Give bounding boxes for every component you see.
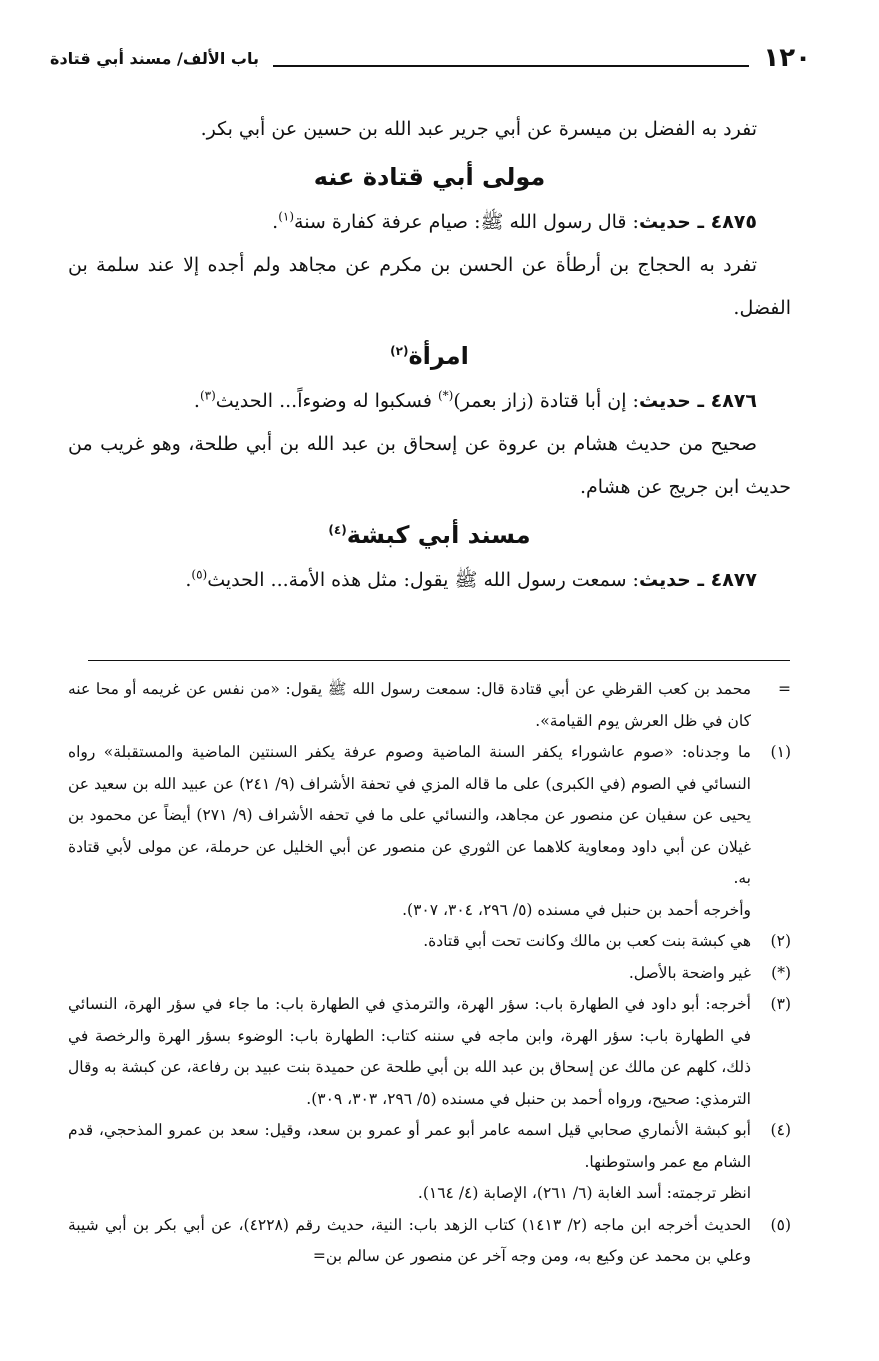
section-title-1: مولى أبي قتادة عنه (313, 163, 546, 191)
footnote-separator (88, 660, 790, 661)
page-number: ١٢٠ (763, 43, 811, 73)
running-header (50, 40, 811, 76)
section-title-3-text: مسند أبي كبشة (346, 521, 531, 549)
hadith-number: ٤٨٧٥ (710, 211, 757, 233)
main-text (68, 108, 791, 602)
running-title: باب الألف/ مسند أبي قتادة (50, 48, 259, 68)
hadith-4875 (68, 201, 791, 244)
paragraph-3: صحيح من حديث هشام بن عروة عن إسحاق بن عبد الله بن أبي طلحة، وهو غريب من حديث ابن جريج عن هشام. (68, 433, 791, 498)
hadith-end: . (272, 211, 279, 233)
hadith-number: ٤٨٧٧ (710, 569, 757, 591)
footnote-line: وأخرجه أحمد بن حنبل في مسنده (٥/ ٢٩٦، ٣٠٤، ٣٠٧). (402, 900, 751, 919)
hadith-label: حديث (638, 569, 691, 591)
hadith-4877 (68, 559, 791, 602)
paragraph-2: تفرد به الحجاج بن أرطأة عن الحسن بن مكرم عن مجاهد ولم أجده إلا عند سلمة بن الفضل. (68, 254, 791, 319)
hadith-text: : سمعت رسول الله ﷺ يقول: مثل هذه الأمة... الحديث (207, 569, 639, 591)
footnote-line: أخرجه: أبو داود في الطهارة باب: سؤر الهرة، والترمذي في الطهارة باب: ما جاء في سؤر الهرة، النسائي في الطهارة باب: سؤر الهرة، وابن ماجه في سننه كتاب: الطهارة باب: الوضوء بسؤر الهرة والرخصة في ذلك، كلهم عن مالك عن إسحاق بن عبد الله بن أبي طلحة عن حميدة بنت عبيد بن رفاعة، عن كبشة به وقال الترمذي: صحيح، ورواه أحمد بن حنبل في مسنده (٥/ ٢٩٦، ٣٠٣، ٣٠٩). (68, 995, 751, 1108)
footnote-mark: (٥) (770, 1215, 791, 1234)
footnote-4 (68, 1115, 791, 1210)
footnote-ref: (٥) (191, 567, 208, 582)
footnote-mark: (٢) (770, 932, 791, 950)
footnote-line: غير واضحة بالأصل. (628, 963, 751, 982)
section-title-2 (68, 334, 791, 378)
hadith-label: حديث (638, 390, 691, 412)
footnote-line: الحديث أخرجه ابن ماجه (٢/ ١٤١٣) كتاب الزهد باب: النية، حديث رقم (٤٢٢٨)، عن أبي بكر بن أبي شيبة وعلي بن محمد عن وكيع به، ومن وجه آخر عن منصور عن سالم بن= (68, 1215, 751, 1265)
footnotes (68, 674, 791, 1273)
hadith-dash: ـ (690, 569, 711, 591)
footnote-text (68, 1210, 751, 1273)
hadith-text: : قال رسول الله ﷺ: صيام عرفة كفارة سنة (294, 211, 639, 233)
footnote-mark: (*) (771, 963, 791, 982)
hadith-dash: ـ (690, 390, 711, 412)
footnote-2 (68, 926, 791, 958)
hadith-4876 (68, 380, 791, 423)
footnote-text (68, 958, 751, 990)
footnote-text (68, 989, 751, 1115)
section-title-3 (68, 513, 791, 557)
footnote-ref: (١) (278, 209, 295, 224)
footnote-3 (68, 989, 791, 1115)
hadith-number: ٤٨٧٦ (710, 390, 757, 412)
hadith-text-a: : إن أبا قتادة (زاز بعمر) (453, 390, 639, 412)
hadith-text-b: فسكبوا له وضوءاً... الحديث (215, 390, 438, 412)
section-title-2-text: امرأة (408, 342, 469, 370)
hadith-end: . (185, 569, 192, 591)
footnote-line: هي كبشة بنت كعب بن مالك وكانت تحت أبي قتادة. (423, 932, 751, 950)
footnote-mark: (١) (770, 743, 791, 761)
hadith-dash: ـ (690, 211, 711, 233)
hadith-label: حديث (638, 211, 691, 233)
footnote-line: انظر ترجمته: أسد الغابة (٦/ ٢٦١)، الإصابة (٤/ ١٦٤). (417, 1184, 751, 1202)
footnote-line: أبو كبشة الأنماري صحابي قيل اسمه عامر أبو عمر أو عمرو بن سعد، وقيل: سعد بن عمرو المذحجي، قدم الشام مع عمر واستوطنها. (68, 1121, 751, 1171)
footnote-line: ما وجدناه: «صوم عاشوراء يكفر السنة الماضية وصوم عرفة يكفر السنتين الماضية والمستقبلة» رواه النسائي في الصوم (في الكبرى) على ما قاله المزي في تحفة الأشراف (٩/ ٢٤١) عن عبيد الله بن سعيد عن يحيى عن سفيان عن منصور عن مجاهد، والنسائي على ما في تحفه الأشراف (٩/ ٢٧١) أيضاً عن محمود بن غيلان عن أبي داود ومعاوية كلاهما عن الثوري عن منصور عن أبي الخليل عن حرملة، عن مولى لأبي قتادة به. (68, 743, 752, 887)
footnote-text (68, 737, 751, 926)
footnote-text (68, 1115, 751, 1210)
footnote-ref: (٤) (328, 523, 347, 537)
footnote-continuation (68, 674, 791, 737)
paragraph-1: تفرد به الفضل بن ميسرة عن أبي جرير عبد الله بن حسين عن أبي بكر. (200, 118, 757, 140)
footnote-text (68, 926, 751, 958)
footnote-ref: (٣) (199, 388, 216, 403)
footnote-mark: (٣) (770, 995, 791, 1013)
footnote-line: محمد بن كعب القرظي عن أبي قتادة قال: سمعت رسول الله ﷺ يقول: «من نفس عن غريمه أو محا عنه كان في ظل العرش يوم القيامة». (68, 680, 751, 730)
footnote-ref: (٢) (390, 344, 409, 358)
footnote-mark: (٤) (770, 1121, 791, 1139)
footnote-mark: = (778, 680, 791, 698)
footnote-text (68, 674, 751, 737)
footnote-star (68, 958, 791, 990)
footnote-5 (68, 1210, 791, 1273)
footnote-1 (68, 737, 791, 926)
star-ref: (*) (437, 388, 454, 403)
hadith-end: . (193, 390, 200, 412)
header-rule (273, 65, 749, 67)
